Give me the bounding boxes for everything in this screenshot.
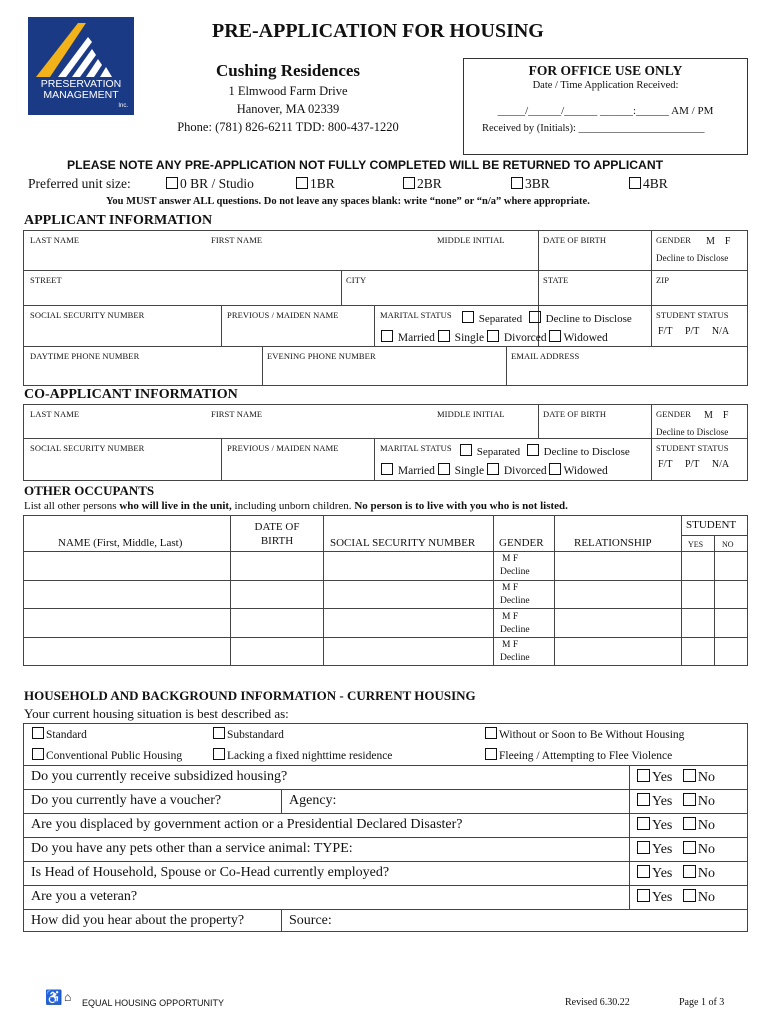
property-name: Cushing Residences bbox=[215, 61, 361, 80]
checkbox[interactable] bbox=[403, 177, 415, 189]
unit-0br[interactable]: 0 BR / Studio bbox=[166, 176, 254, 192]
unit-size-row: Preferred unit size: 0 BR / Studio 1BR 2BR 3BR 4BR bbox=[28, 176, 668, 191]
applicant-grid bbox=[23, 230, 748, 386]
checkbox[interactable] bbox=[296, 177, 308, 189]
checkbox[interactable] bbox=[511, 177, 523, 189]
applicant-heading: APPLICANT INFORMATION bbox=[24, 213, 213, 228]
company-logo: PRESERVATION MANAGEMENT Inc. bbox=[28, 17, 134, 115]
logo-mark-icon bbox=[28, 17, 134, 79]
checkbox[interactable] bbox=[629, 177, 641, 189]
equal-housing-icon: ⌂ bbox=[64, 990, 72, 1004]
occupants-intro: List all other persons who will live in the unit, including unborn children. No person is to live with you who is not listed. bbox=[24, 500, 568, 512]
coapplicant-heading: CO-APPLICANT INFORMATION bbox=[24, 387, 238, 402]
unit-4br[interactable]: 4BR bbox=[629, 176, 668, 192]
unit-1br[interactable]: 1BR bbox=[296, 176, 335, 192]
accessibility-icon: ♿ bbox=[45, 991, 63, 1006]
unit-3br[interactable]: 3BR bbox=[511, 176, 550, 192]
answer-all-note: You MUST answer ALL questions. Do not leave any spaces blank: write “none” or “n/a” where appropriate. bbox=[106, 196, 590, 207]
property-info: Cushing Residences 1 Elmwood Farm Drive Hanover, MA 02339 Phone: (781) 826-6211 TDD: 800-437-1220 bbox=[172, 62, 404, 136]
checkbox[interactable] bbox=[166, 177, 178, 189]
page-title: PRE-APPLICATION FOR HOUSING bbox=[212, 20, 544, 42]
occupants-heading: OTHER OCCUPANTS bbox=[24, 483, 155, 498]
unit-2br[interactable]: 2BR bbox=[403, 176, 442, 192]
incomplete-notice: PLEASE NOTE ANY PRE-APPLICATION NOT FULLY COMPLETED WILL BE RETURNED TO APPLICANT bbox=[67, 158, 664, 172]
household-heading: HOUSEHOLD AND BACKGROUND INFORMATION - CURRENT HOUSING bbox=[24, 688, 476, 703]
office-use-box: FOR OFFICE USE ONLY Date / Time Application Received: _____/______/______ ______:______ AM / PM Received by (Initials): ________________________ bbox=[463, 58, 748, 155]
